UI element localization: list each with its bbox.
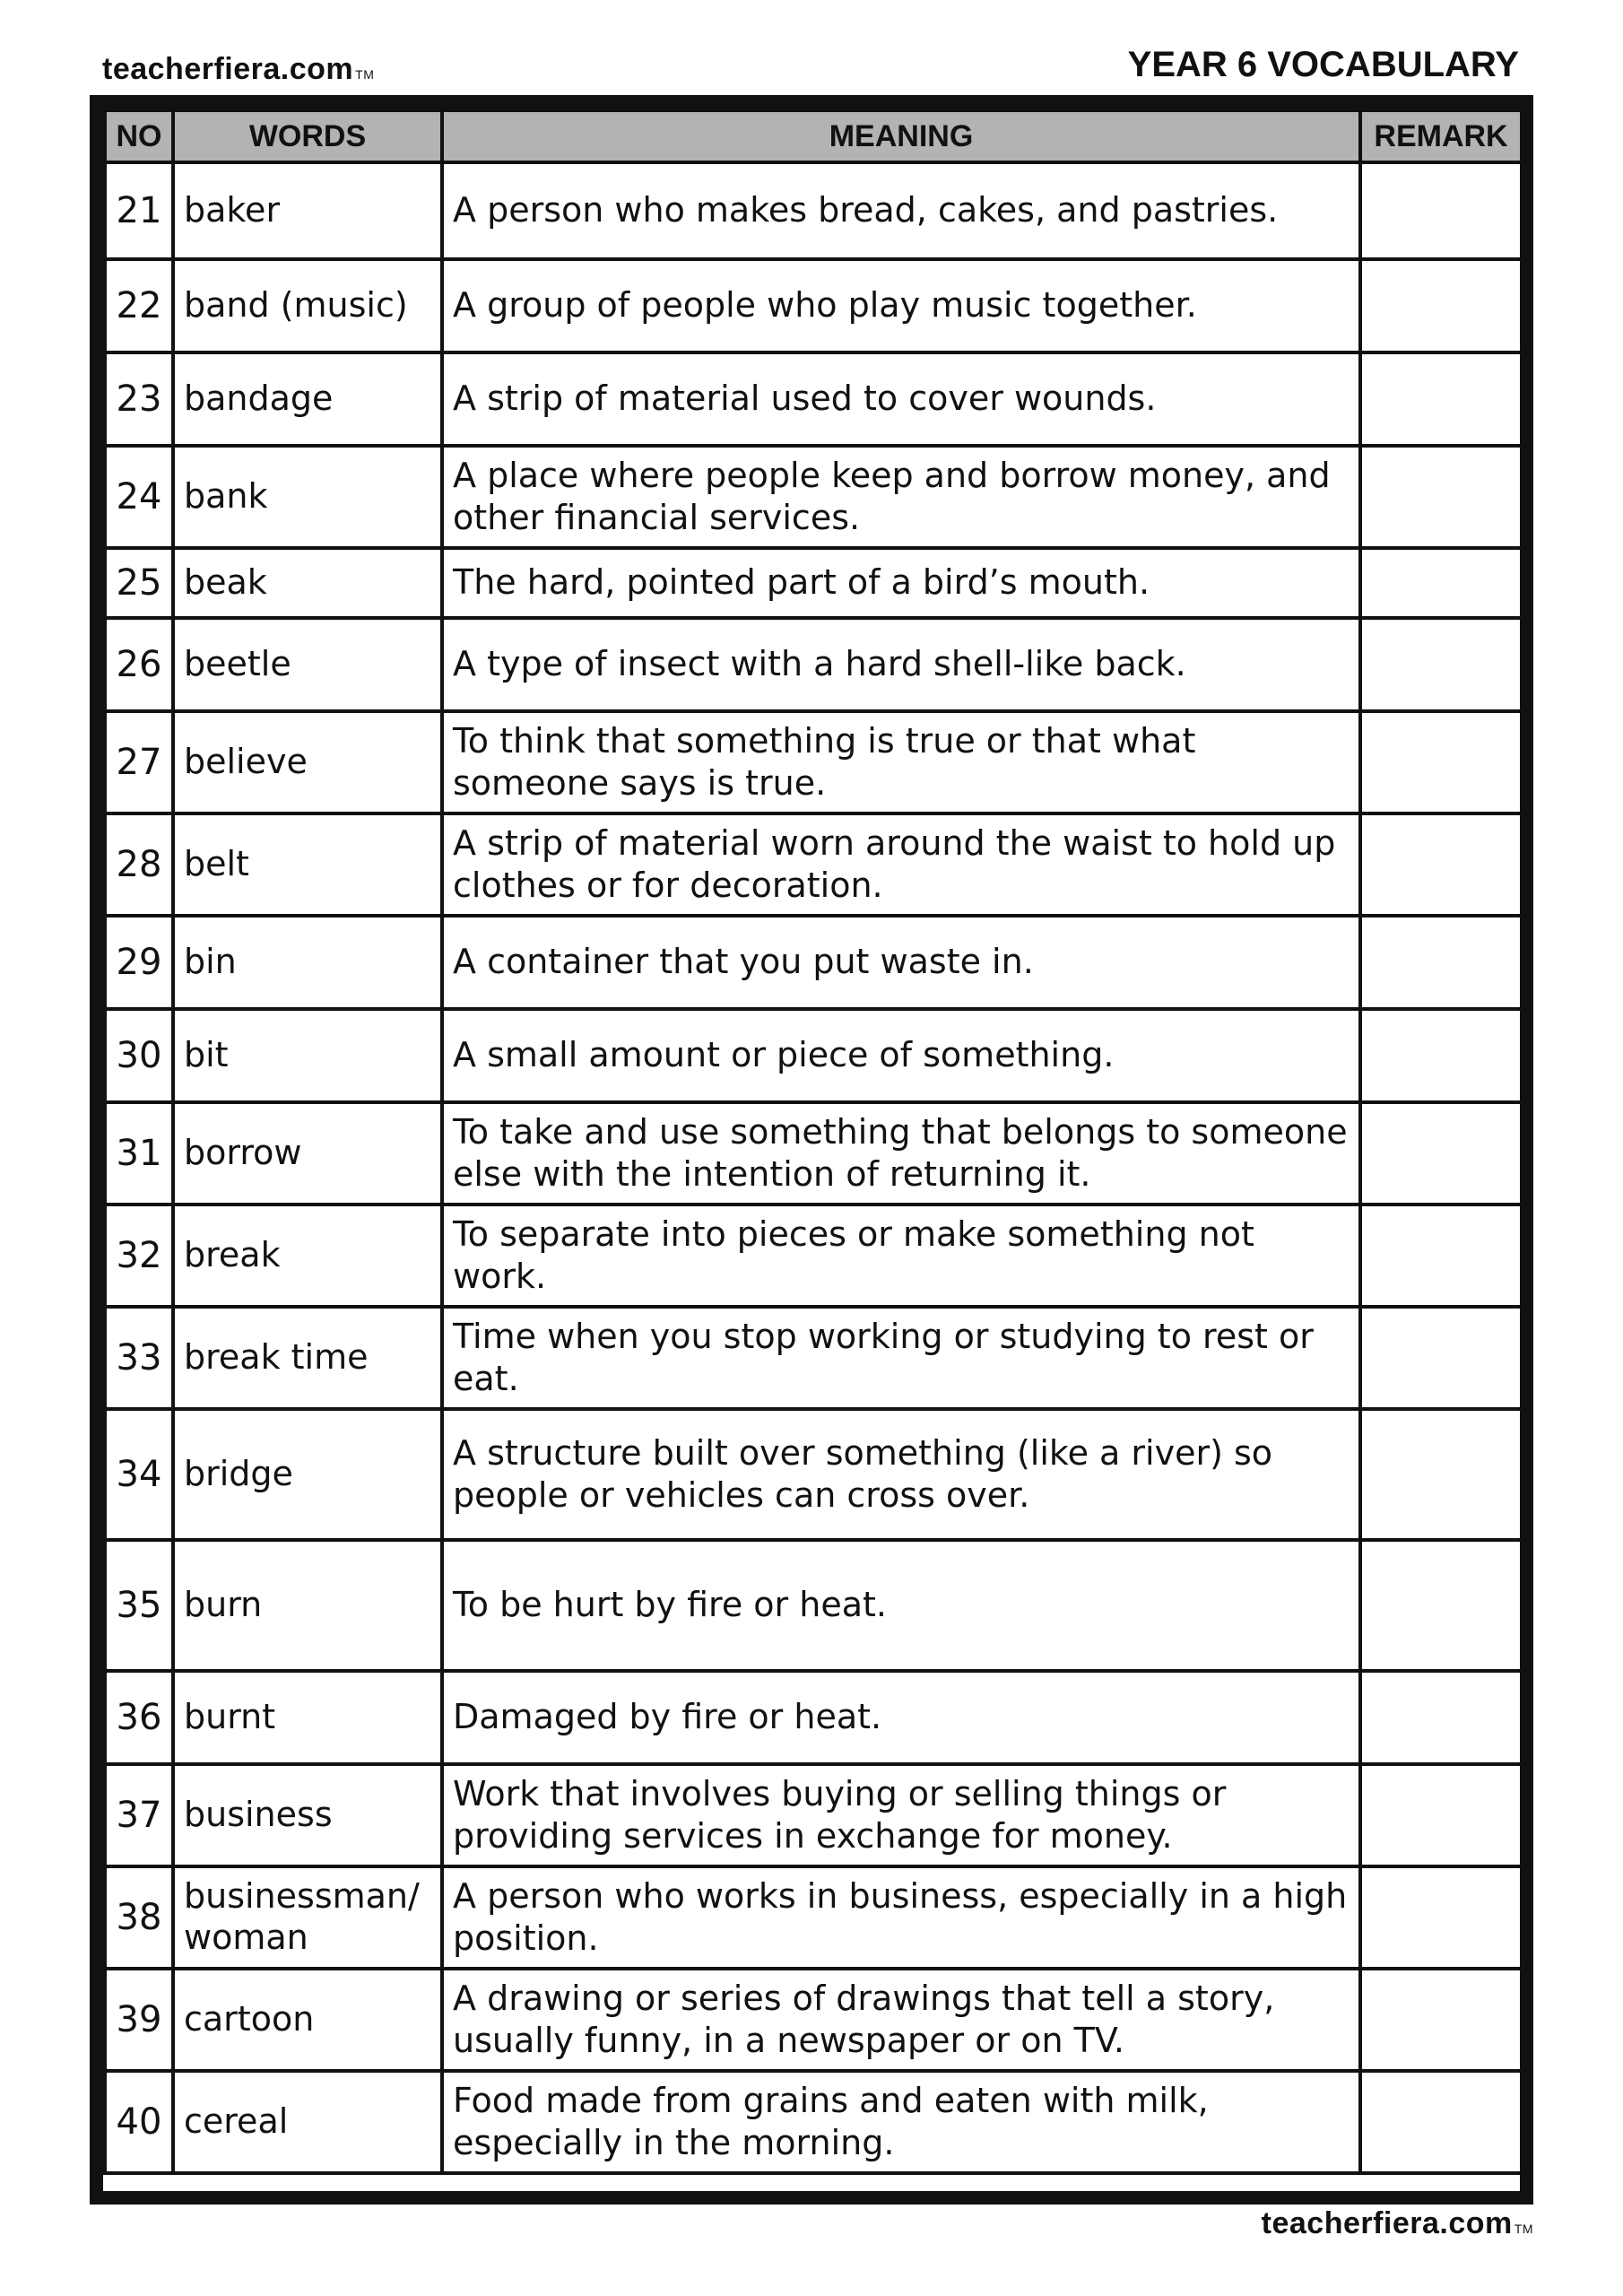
table-header-row — [105, 110, 1522, 162]
row-word: business — [173, 1764, 442, 1866]
row-meaning: The hard, pointed part of a bird’s mouth. — [442, 548, 1360, 618]
table-row — [105, 162, 1522, 259]
row-word: bridge — [173, 1409, 442, 1540]
row-remark — [1360, 2071, 1522, 2173]
row-number: 21 — [105, 162, 173, 259]
row-meaning: To take and use something that belongs to someone else with the intention of returning it. — [442, 1102, 1360, 1205]
brand-header-tm: TM — [355, 67, 375, 82]
row-word: cereal — [173, 2071, 442, 2173]
table-row — [105, 1409, 1522, 1540]
row-remark — [1360, 618, 1522, 711]
row-number: 29 — [105, 916, 173, 1009]
table-row — [105, 1671, 1522, 1764]
brand-header-text: teacherfiera.com — [102, 52, 354, 86]
table-row — [105, 1307, 1522, 1409]
table-row — [105, 618, 1522, 711]
row-number: 25 — [105, 548, 173, 618]
row-remark — [1360, 1102, 1522, 1205]
row-number: 37 — [105, 1764, 173, 1866]
page-title: YEAR 6 VOCABULARY — [1127, 45, 1519, 84]
brand-footer — [1262, 2206, 1533, 2241]
table-row — [105, 548, 1522, 618]
row-remark — [1360, 1969, 1522, 2071]
row-meaning: Time when you stop working or studying to rest or eat. — [442, 1307, 1360, 1409]
row-meaning: A type of insect with a hard shell-like back. — [442, 618, 1360, 711]
row-remark — [1360, 711, 1522, 813]
table-row — [105, 1205, 1522, 1307]
row-number: 34 — [105, 1409, 173, 1540]
table-row — [105, 352, 1522, 446]
row-word: break — [173, 1205, 442, 1307]
row-number: 35 — [105, 1540, 173, 1671]
row-remark — [1360, 259, 1522, 352]
row-meaning: A structure built over something (like a river) so people or vehicles can cross over. — [442, 1409, 1360, 1540]
table-row — [105, 711, 1522, 813]
row-meaning: To think that something is true or that what someone says is true. — [442, 711, 1360, 813]
row-word: borrow — [173, 1102, 442, 1205]
row-number: 24 — [105, 446, 173, 548]
row-number: 22 — [105, 259, 173, 352]
row-remark — [1360, 916, 1522, 1009]
table-row — [105, 446, 1522, 548]
row-meaning: To separate into pieces or make something not work. — [442, 1205, 1360, 1307]
row-number: 39 — [105, 1969, 173, 2071]
row-remark — [1360, 1866, 1522, 1969]
row-word: burnt — [173, 1671, 442, 1764]
table-row — [105, 1540, 1522, 1671]
table-row — [105, 1102, 1522, 1205]
row-number: 23 — [105, 352, 173, 446]
row-meaning: A group of people who play music together. — [442, 259, 1360, 352]
row-remark — [1360, 1671, 1522, 1764]
column-header-words: WORDS — [173, 110, 442, 162]
row-meaning: A container that you put waste in. — [442, 916, 1360, 1009]
row-remark — [1360, 352, 1522, 446]
row-number: 26 — [105, 618, 173, 711]
row-meaning: A strip of material worn around the waist to hold up clothes or for decoration. — [442, 813, 1360, 916]
table-row — [105, 813, 1522, 916]
row-remark — [1360, 813, 1522, 916]
row-number: 40 — [105, 2071, 173, 2173]
row-meaning: A person who works in business, especially in a high position. — [442, 1866, 1360, 1969]
vocabulary-table — [103, 109, 1523, 2175]
row-word: belt — [173, 813, 442, 916]
row-meaning: Work that involves buying or selling things or providing services in exchange for money. — [442, 1764, 1360, 1866]
row-word: cartoon — [173, 1969, 442, 2071]
row-word: burn — [173, 1540, 442, 1671]
table-row — [105, 1764, 1522, 1866]
table-row — [105, 2071, 1522, 2173]
row-word: believe — [173, 711, 442, 813]
row-number: 38 — [105, 1866, 173, 1969]
column-header-remark: REMARK — [1360, 110, 1522, 162]
row-word: businessman/ woman — [173, 1866, 442, 1969]
row-remark — [1360, 1409, 1522, 1540]
column-header-meaning: MEANING — [442, 110, 1360, 162]
row-number: 27 — [105, 711, 173, 813]
vocabulary-table-frame — [90, 95, 1533, 2205]
row-remark — [1360, 1764, 1522, 1866]
row-word: bit — [173, 1009, 442, 1102]
row-word: band (music) — [173, 259, 442, 352]
row-meaning: To be hurt by fire or heat. — [442, 1540, 1360, 1671]
row-remark — [1360, 1205, 1522, 1307]
row-word: beetle — [173, 618, 442, 711]
brand-header — [102, 52, 374, 87]
row-remark — [1360, 1540, 1522, 1671]
table-row — [105, 1866, 1522, 1969]
row-meaning: Damaged by fire or heat. — [442, 1671, 1360, 1764]
row-number: 33 — [105, 1307, 173, 1409]
row-number: 30 — [105, 1009, 173, 1102]
row-remark — [1360, 162, 1522, 259]
row-remark — [1360, 1307, 1522, 1409]
row-meaning: A person who makes bread, cakes, and pastries. — [442, 162, 1360, 259]
row-word: beak — [173, 548, 442, 618]
row-meaning: Food made from grains and eaten with milk, especially in the morning. — [442, 2071, 1360, 2173]
brand-footer-tm: TM — [1514, 2222, 1533, 2236]
row-number: 36 — [105, 1671, 173, 1764]
row-remark — [1360, 1009, 1522, 1102]
row-remark — [1360, 446, 1522, 548]
row-word: bank — [173, 446, 442, 548]
row-meaning: A small amount or piece of something. — [442, 1009, 1360, 1102]
row-meaning: A strip of material used to cover wounds. — [442, 352, 1360, 446]
row-word: bandage — [173, 352, 442, 446]
row-meaning: A place where people keep and borrow money, and other financial services. — [442, 446, 1360, 548]
row-number: 31 — [105, 1102, 173, 1205]
row-word: bin — [173, 916, 442, 1009]
brand-footer-text: teacherfiera.com — [1261, 2206, 1513, 2240]
table-row — [105, 1969, 1522, 2071]
table-row — [105, 1009, 1522, 1102]
row-number: 32 — [105, 1205, 173, 1307]
row-meaning: A drawing or series of drawings that tell a story, usually funny, in a newspaper or on TV. — [442, 1969, 1360, 2071]
table-row — [105, 259, 1522, 352]
row-remark — [1360, 548, 1522, 618]
row-number: 28 — [105, 813, 173, 916]
row-word: baker — [173, 162, 442, 259]
table-row — [105, 916, 1522, 1009]
row-word: break time — [173, 1307, 442, 1409]
column-header-no: NO — [105, 110, 173, 162]
